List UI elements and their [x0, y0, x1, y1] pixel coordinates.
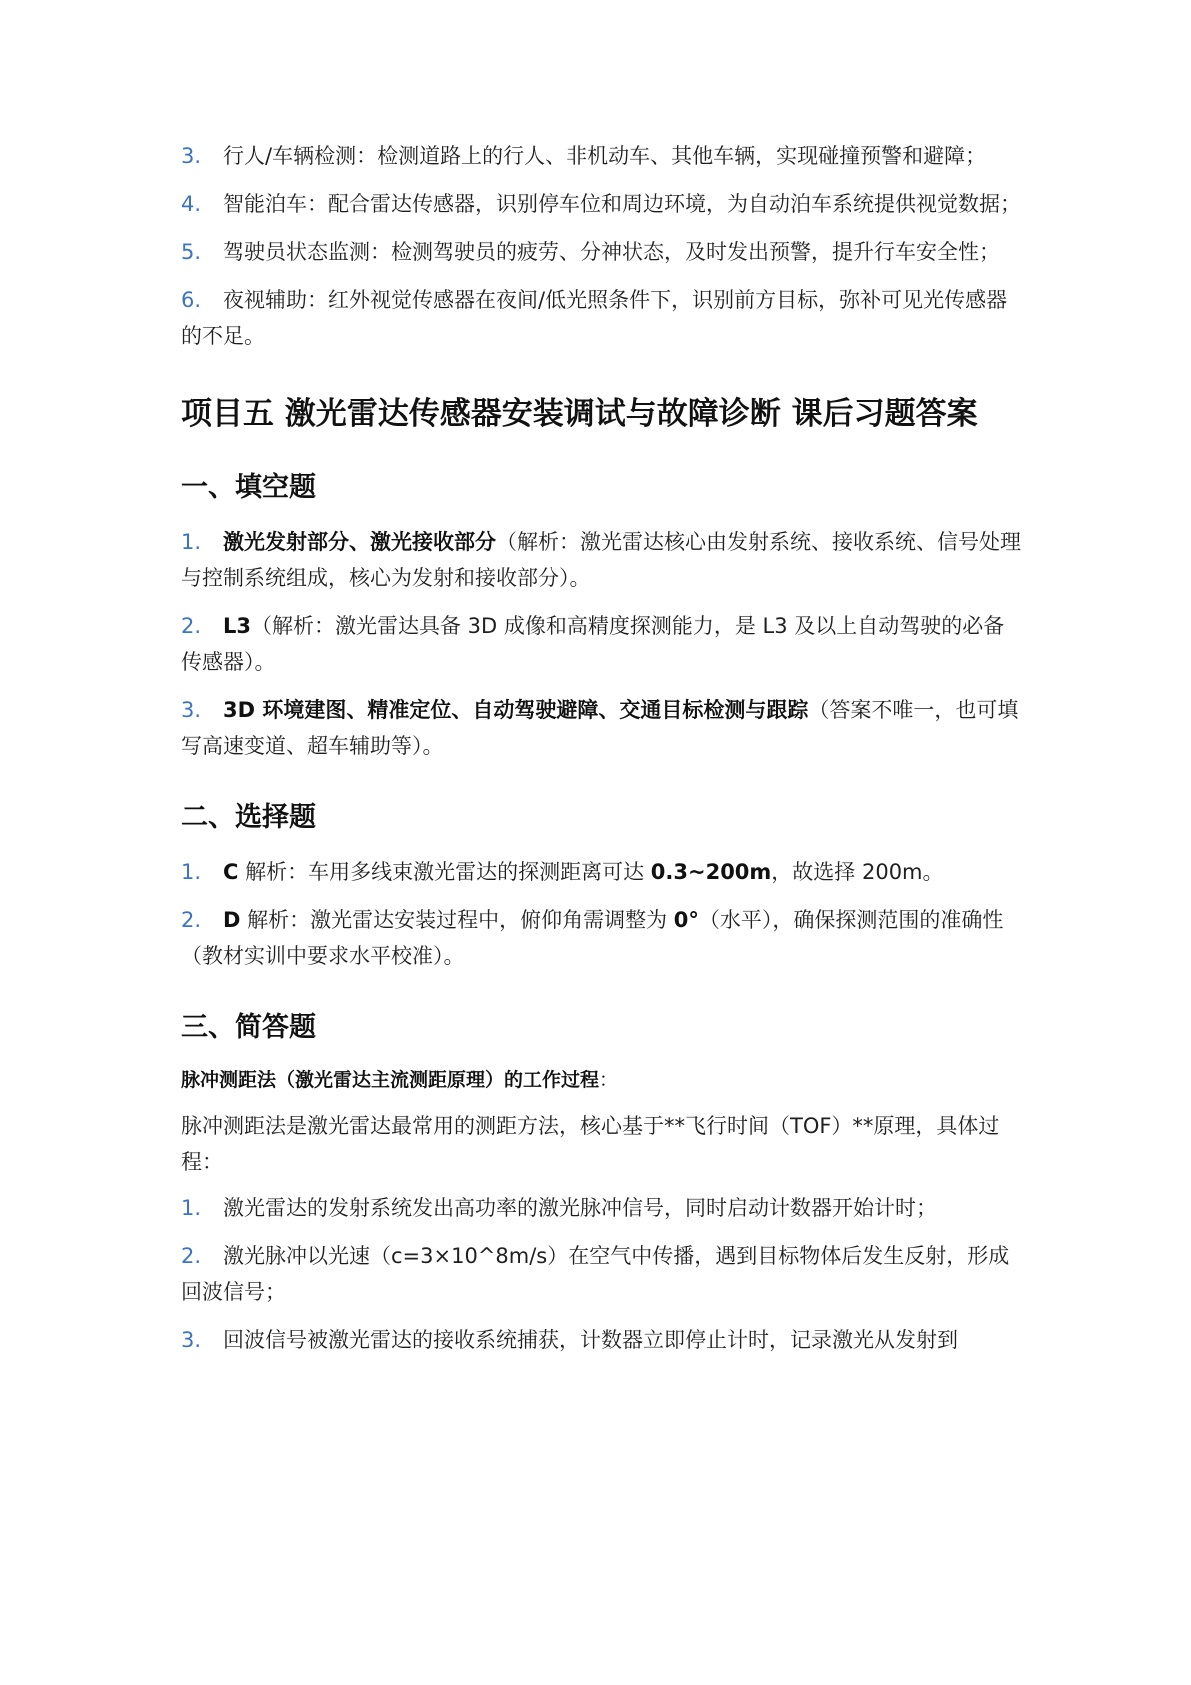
list-number: 1.: [181, 860, 202, 884]
answer-explanation-tail: （水平），确保探测范围的准确性（教材实训中要求水平校准）。: [181, 908, 1004, 968]
step-item: [181, 1322, 1021, 1358]
list-number: 2.: [181, 614, 202, 638]
step-text: 回波信号被激光雷达的接收系统捕获，计数器立即停止计时，记录激光从发射到: [223, 1328, 958, 1352]
list-text: 智能泊车：配合雷达传感器，识别停车位和周边环境，为自动泊车系统提供视觉数据；: [223, 192, 1021, 216]
answer-explanation: （答案不唯一，也可填写高速变道、超车辅助等）。: [181, 698, 1019, 758]
list-number: 6.: [181, 288, 202, 312]
answer-item: [181, 692, 1021, 764]
answer-bold: 激光发射部分、激光接收部分: [223, 530, 496, 554]
answer-explanation: （解析：激光雷达核心由发射系统、接收系统、信号处理与控制系统组成，核心为发射和接收部分）。: [181, 530, 1021, 590]
section-heading-choice: 二、选择题: [181, 802, 316, 833]
answer-item: [181, 902, 1021, 974]
list-text: 行人/车辆检测：检测道路上的行人、非机动车、其他车辆，实现碰撞预警和避障；: [223, 144, 987, 168]
question-label: [181, 1064, 1021, 1096]
answer-bold: 3D 环境建图、精准定位、自动驾驶避障、交通目标检测与跟踪: [223, 698, 809, 722]
answer-explanation: （解析：激光雷达具备 3D 成像和高精度探测能力，是 L3 及以上自动驾驶的必备传感器）。: [181, 614, 1005, 674]
answer-key-value: 0.3~200m: [650, 860, 772, 884]
section-heading-short-answer: 三、简答题: [181, 1012, 316, 1043]
answer-item: [181, 854, 1021, 890]
list-text: 夜视辅助：红外视觉传感器在夜间/低光照条件下，识别前方目标，弥补可见光传感器的不足。: [181, 288, 1008, 348]
answer-explanation: 解析：激光雷达安装过程中，俯仰角需调整为: [240, 908, 674, 932]
step-item: [181, 1190, 1021, 1226]
list-number: 3.: [181, 698, 202, 722]
answer-letter: C: [223, 860, 239, 884]
project-title: 项目五 激光雷达传感器安装调试与故障诊断 课后习题答案: [181, 396, 978, 432]
answer-explanation-tail: ，故选择 200m。: [771, 860, 944, 884]
step-text: 激光雷达的发射系统发出高功率的激光脉冲信号，同时启动计数器开始计时；: [223, 1196, 937, 1220]
section-heading-fill-blank: 一、填空题: [181, 472, 316, 503]
list-text: 驾驶员状态监测：检测驾驶员的疲劳、分神状态，及时发出预警，提升行车安全性；: [223, 240, 1000, 264]
list-item: [181, 282, 1021, 354]
list-item: [181, 138, 1021, 174]
list-number: 2.: [181, 908, 202, 932]
intro-paragraph: 脉冲测距法是激光雷达最常用的测距方法，核心基于**飞行时间（TOF）**原理，具体过程：: [181, 1114, 1000, 1174]
question-label-bold: 脉冲测距法（激光雷达主流测距原理）的工作过程: [181, 1069, 600, 1091]
question-label-colon: ：: [599, 1069, 619, 1091]
list-number: 3.: [181, 144, 202, 168]
answer-letter: D: [223, 908, 241, 932]
list-number: 4.: [181, 192, 202, 216]
answer-bold: L3: [223, 614, 251, 638]
list-number: 2.: [181, 1244, 202, 1268]
answer-item: [181, 608, 1021, 680]
answer-item: [181, 524, 1021, 596]
list-item: [181, 234, 1021, 270]
step-item: [181, 1238, 1021, 1310]
list-number: 5.: [181, 240, 202, 264]
list-number: 1.: [181, 530, 202, 554]
document-page: [181, 138, 1021, 1370]
answer-key-value: 0°: [673, 908, 699, 932]
step-text: 激光脉冲以光速（c=3×10^8m/s）在空气中传播，遇到目标物体后发生反射，形成回波信号；: [181, 1244, 1010, 1304]
list-number: 1.: [181, 1196, 202, 1220]
answer-explanation: 解析：车用多线束激光雷达的探测距离可达: [238, 860, 651, 884]
list-item: [181, 186, 1021, 222]
list-number: 3.: [181, 1328, 202, 1352]
